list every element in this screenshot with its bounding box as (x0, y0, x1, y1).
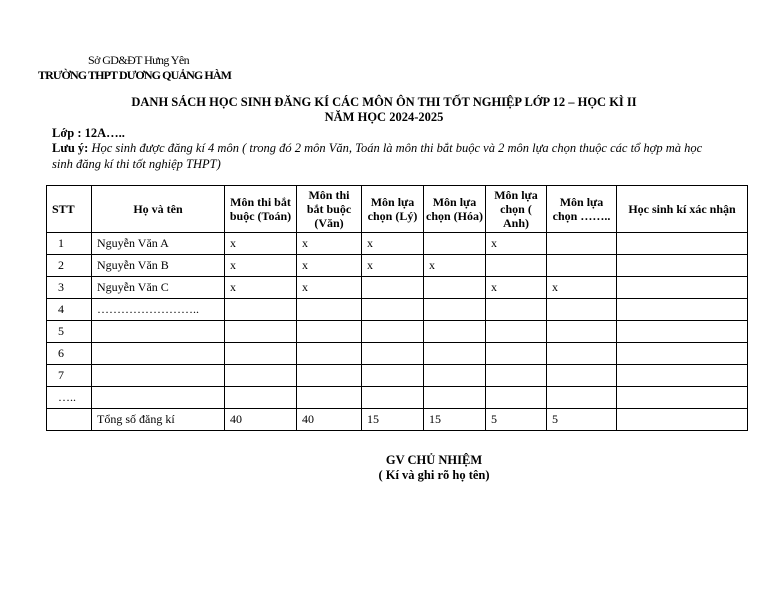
col-header-physics: Môn lựa chọn (Lý) (362, 186, 424, 233)
math-cell: x (225, 233, 297, 255)
english-cell: x (486, 277, 547, 299)
math-cell (225, 387, 297, 409)
chemistry-cell: x (424, 255, 486, 277)
stt-cell: 7 (47, 365, 92, 387)
english-cell (486, 255, 547, 277)
physics-cell (362, 321, 424, 343)
literature-cell: 40 (297, 409, 362, 431)
literature-cell (297, 321, 362, 343)
other-elective-cell (547, 255, 617, 277)
math-cell: x (225, 255, 297, 277)
physics-cell: 15 (362, 409, 424, 431)
math-cell: 40 (225, 409, 297, 431)
stt-cell: 2 (47, 255, 92, 277)
chemistry-cell (424, 343, 486, 365)
math-cell (225, 365, 297, 387)
col-header-stt: STT (47, 186, 92, 233)
signature-cell (617, 365, 748, 387)
english-cell (486, 321, 547, 343)
english-cell (486, 343, 547, 365)
stt-cell: 3 (47, 277, 92, 299)
chemistry-cell (424, 387, 486, 409)
chemistry-cell (424, 365, 486, 387)
other-elective-cell: 5 (547, 409, 617, 431)
signature-cell (617, 321, 748, 343)
col-header-english: Môn lựa chọn ( Anh) (486, 186, 547, 233)
name-cell: Nguyễn Văn C (92, 277, 225, 299)
col-header-other-elective: Môn lựa chọn …….. (547, 186, 617, 233)
stt-cell: 6 (47, 343, 92, 365)
col-header-literature: Môn thi bắt buộc (Văn) (297, 186, 362, 233)
other-elective-cell (547, 299, 617, 321)
name-cell (92, 365, 225, 387)
chemistry-cell (424, 299, 486, 321)
literature-cell (297, 299, 362, 321)
school-year: NĂM HỌC 2024-2025 (324, 110, 444, 124)
table-row (47, 233, 748, 255)
other-elective-cell (547, 233, 617, 255)
table-row (47, 387, 748, 409)
physics-cell (362, 365, 424, 387)
stt-cell: 4 (47, 299, 92, 321)
class-line: Lớp : 12A….. (52, 126, 125, 140)
other-elective-cell (547, 343, 617, 365)
col-header-chemistry: Môn lựa chọn (Hóa) (424, 186, 486, 233)
chemistry-cell: 15 (424, 409, 486, 431)
col-header-signature: Học sinh kí xác nhận (617, 186, 748, 233)
stt-cell: ….. (47, 387, 92, 409)
table-row (47, 321, 748, 343)
math-cell: x (225, 277, 297, 299)
literature-cell: x (297, 277, 362, 299)
physics-cell (362, 299, 424, 321)
table-row (47, 299, 748, 321)
note-text: Học sinh được đăng kí 4 môn ( trong đó 2 môn Văn, Toán là môn thi bắt buộc và 2 môn lựa chọn thuộc các tổ hợp mà học sinh đăng kí thi tốt nghiệp THPT) (52, 141, 703, 171)
signature-cell (617, 277, 748, 299)
name-cell (92, 387, 225, 409)
table-row (47, 255, 748, 277)
document-title: DANH SÁCH HỌC SINH ĐĂNG KÍ CÁC MÔN ÔN THI TỐT NGHIỆP LỚP 12 – HỌC KÌ II (131, 95, 637, 109)
signature-cell (617, 255, 748, 277)
english-cell (486, 365, 547, 387)
table-row (47, 365, 748, 387)
col-header-name: Họ và tên (92, 186, 225, 233)
signature-cell (617, 233, 748, 255)
stt-cell: 5 (47, 321, 92, 343)
note-label: Lưu ý: (52, 141, 89, 155)
table-row (47, 343, 748, 365)
col-header-math: Môn thi bắt buộc (Toán) (225, 186, 297, 233)
english-cell: 5 (486, 409, 547, 431)
math-cell (225, 299, 297, 321)
literature-cell (297, 365, 362, 387)
math-cell (225, 343, 297, 365)
name-cell: Nguyễn Văn A (92, 233, 225, 255)
signature-cell (617, 299, 748, 321)
signature-cell (617, 343, 748, 365)
name-cell: Tổng số đăng kí (92, 409, 225, 431)
english-cell: x (486, 233, 547, 255)
registration-table (46, 185, 748, 431)
chemistry-cell (424, 277, 486, 299)
literature-cell (297, 343, 362, 365)
name-cell (92, 343, 225, 365)
table-header-row (47, 186, 748, 233)
english-cell (486, 299, 547, 321)
signature-cell (617, 409, 748, 431)
literature-cell (297, 387, 362, 409)
literature-cell: x (297, 233, 362, 255)
other-elective-cell: x (547, 277, 617, 299)
name-cell: Nguyễn Văn B (92, 255, 225, 277)
chemistry-cell (424, 321, 486, 343)
school-name: TRƯỜNG THPT DƯƠNG QUẢNG HÀM (38, 68, 232, 82)
chemistry-cell (424, 233, 486, 255)
note (52, 141, 722, 172)
physics-cell (362, 387, 424, 409)
literature-cell: x (297, 255, 362, 277)
other-elective-cell (547, 387, 617, 409)
english-cell (486, 387, 547, 409)
total-row (47, 409, 748, 431)
signature-role: GV CHỦ NHIỆM (385, 453, 483, 467)
signature-instruction: ( Kí và ghi rõ họ tên) (378, 468, 490, 482)
physics-cell: x (362, 233, 424, 255)
table-row (47, 277, 748, 299)
physics-cell: x (362, 255, 424, 277)
other-elective-cell (547, 365, 617, 387)
physics-cell (362, 343, 424, 365)
name-cell: …………………….. (92, 299, 225, 321)
stt-cell (47, 409, 92, 431)
department-name: Sở GD&ĐT Hưng Yên (88, 53, 189, 67)
other-elective-cell (547, 321, 617, 343)
physics-cell (362, 277, 424, 299)
stt-cell: 1 (47, 233, 92, 255)
name-cell (92, 321, 225, 343)
signature-cell (617, 387, 748, 409)
math-cell (225, 321, 297, 343)
